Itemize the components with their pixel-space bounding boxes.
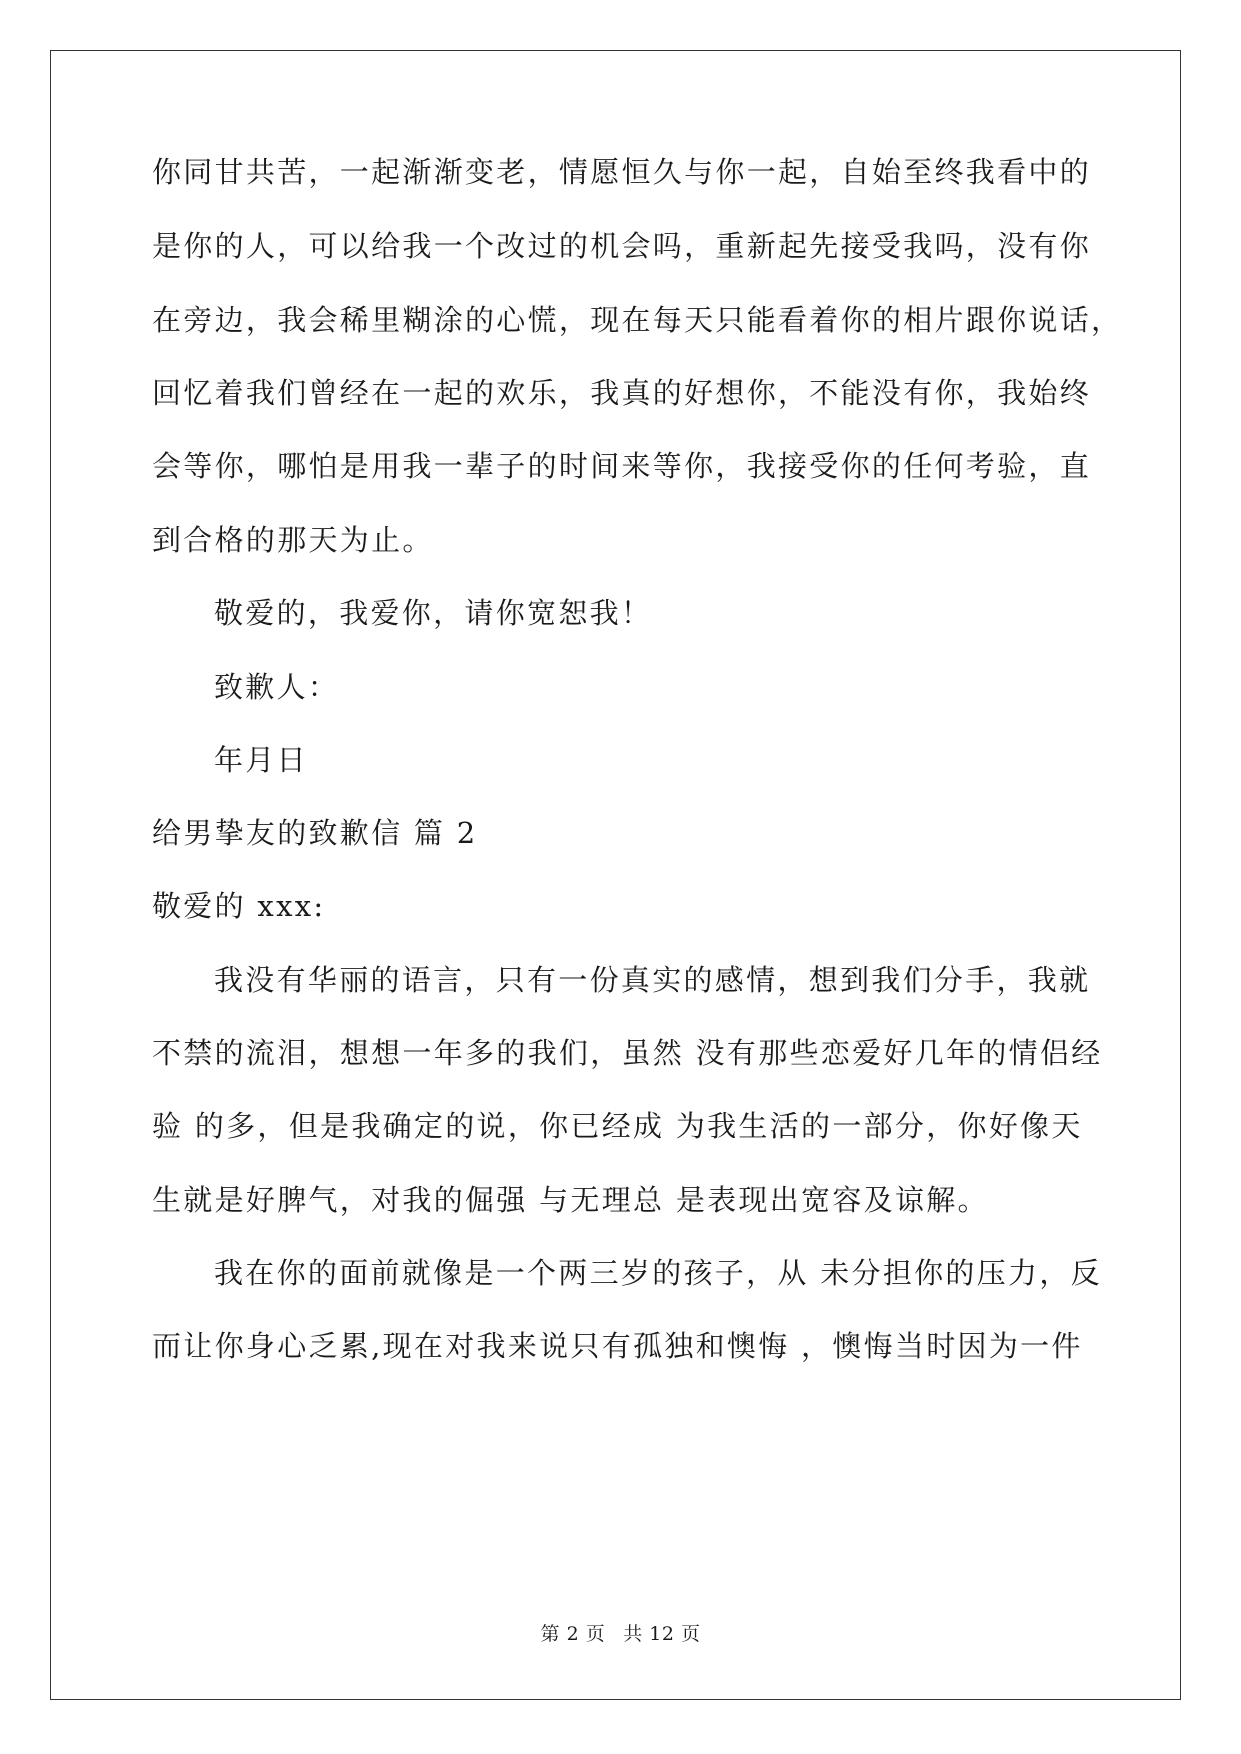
body-line: 而让你身心乏累,现在对我来说只有孤独和懊悔 ，懊悔当时因为一件 <box>152 1329 1083 1363</box>
body-line: 我没有华丽的语言，只有一份真实的感情，想到我们分手，我就 <box>214 963 1091 997</box>
signature-label: 致歉人： <box>214 670 340 704</box>
salutation: 敬爱的 xxx: <box>152 889 326 923</box>
page-total: 共 12 页 <box>623 1623 701 1645</box>
body-line: 我在你的面前就像是一个两三岁的孩子，从 未分担你的压力，反 <box>214 1256 1102 1290</box>
body-line: 你同甘共苦，一起渐渐变老，情愿恒久与你一起，自始至终我看中的 <box>152 155 1092 189</box>
closing-line: 敬爱的，我爱你，请你宽恕我！ <box>214 596 653 630</box>
page-footer <box>0 1621 1241 1647</box>
body-line: 生就是好脾气，对我的倔强 与无理总 是表现出宽容及谅解。 <box>152 1183 989 1217</box>
page-frame <box>50 50 1181 1700</box>
body-line: 是你的人，可以给我一个改过的机会吗，重新起先接受我吗，没有你 <box>152 229 1092 263</box>
page-number: 第 2 页 <box>540 1623 606 1645</box>
body-line: 会等你，哪怕是用我一辈子的时间来等你，我接受你的任何考验，直 <box>152 449 1092 483</box>
body-line: 到合格的那天为止。 <box>152 523 434 557</box>
body-line: 不禁的流泪，想想一年多的我们，虽然 没有那些恋爱好几年的情侣经 <box>152 1036 1103 1070</box>
body-line: 验 的多，但是我确定的说，你已经成 为我生活的一部分，你好像天 <box>152 1109 1083 1143</box>
body-line: 回忆着我们曾经在一起的欢乐，我真的好想你，不能没有你，我始终 <box>152 376 1092 410</box>
body-line: 在旁边，我会稀里糊涂的心慌，现在每天只能看着你的相片跟你说话， <box>152 303 1123 337</box>
date-line: 年月日 <box>214 743 308 777</box>
section-heading: 给男挚友的致歉信 篇 2 <box>152 816 478 850</box>
